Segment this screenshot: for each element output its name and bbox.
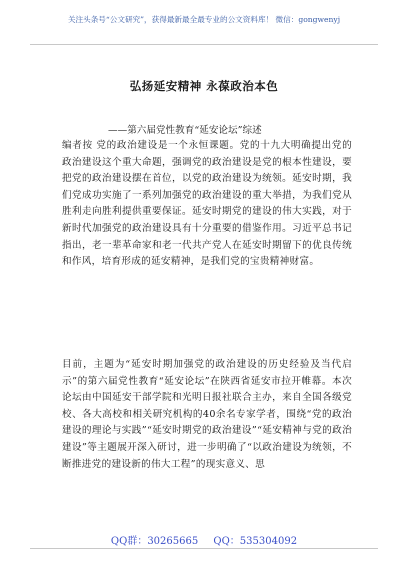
paragraph-editor-note: 编者按 党的政治建设是一个永恒课题。党的十九大明确提出党的政治建设这个重大命题，强调党的政治建设是党的根本性建设，要把党的政治建设摆在首位，以党的政治建设为统领。延安时期，我们党成功实施了一系列加强党的政治建设的重大举措，为我们党从胜利走向胜利提供重要保证。延安时期党的建设的伟大实践，对于新时代加强党的政治建设具有十分重要的借鉴作用。习近平总书记指出，老一辈革命家和老一代共产党人在延安时期留下的优良传统和作风，培育形成的延安精神，是我们党的宝贵精神财富。 bbox=[62, 140, 352, 268]
footer-divider bbox=[30, 548, 378, 549]
document-subtitle: ——第六届党性教育“延安论坛”综述 bbox=[108, 125, 262, 136]
header-divider bbox=[30, 44, 378, 45]
footer-qq: QQ：535304092 bbox=[213, 536, 298, 547]
document-title: 弘扬延安精神 永葆政治本色 bbox=[129, 79, 279, 93]
paragraph-forum-intro: 目前，主题为“延安时期加强党的政治建设的历史经验及当代启示”的第六届党性教育“延安论坛”在陕西省延安市拉开帷幕。本次论坛由中国延安干部学院和光明日报社联合主办，来自全国各级党校、各大高校和相关研究机构的40余名专家学者，围绕“党的政治建设的理论与实践”“延安时期党的政治建设”“延安精神与党的政治建设”等主题展开深入研讨，进一步明确了“以政治建设为统领，不断推进党的建设新的伟大工程”的现实意义、思 bbox=[62, 359, 352, 470]
footer-contact bbox=[0, 532, 408, 547]
footer-qq-group: QQ群：30265665 bbox=[110, 536, 199, 547]
header-notice: 关注头条号“公文研究”，获得最新最全最专业的公文资料库！ 微信：gongwenyj bbox=[67, 15, 341, 24]
